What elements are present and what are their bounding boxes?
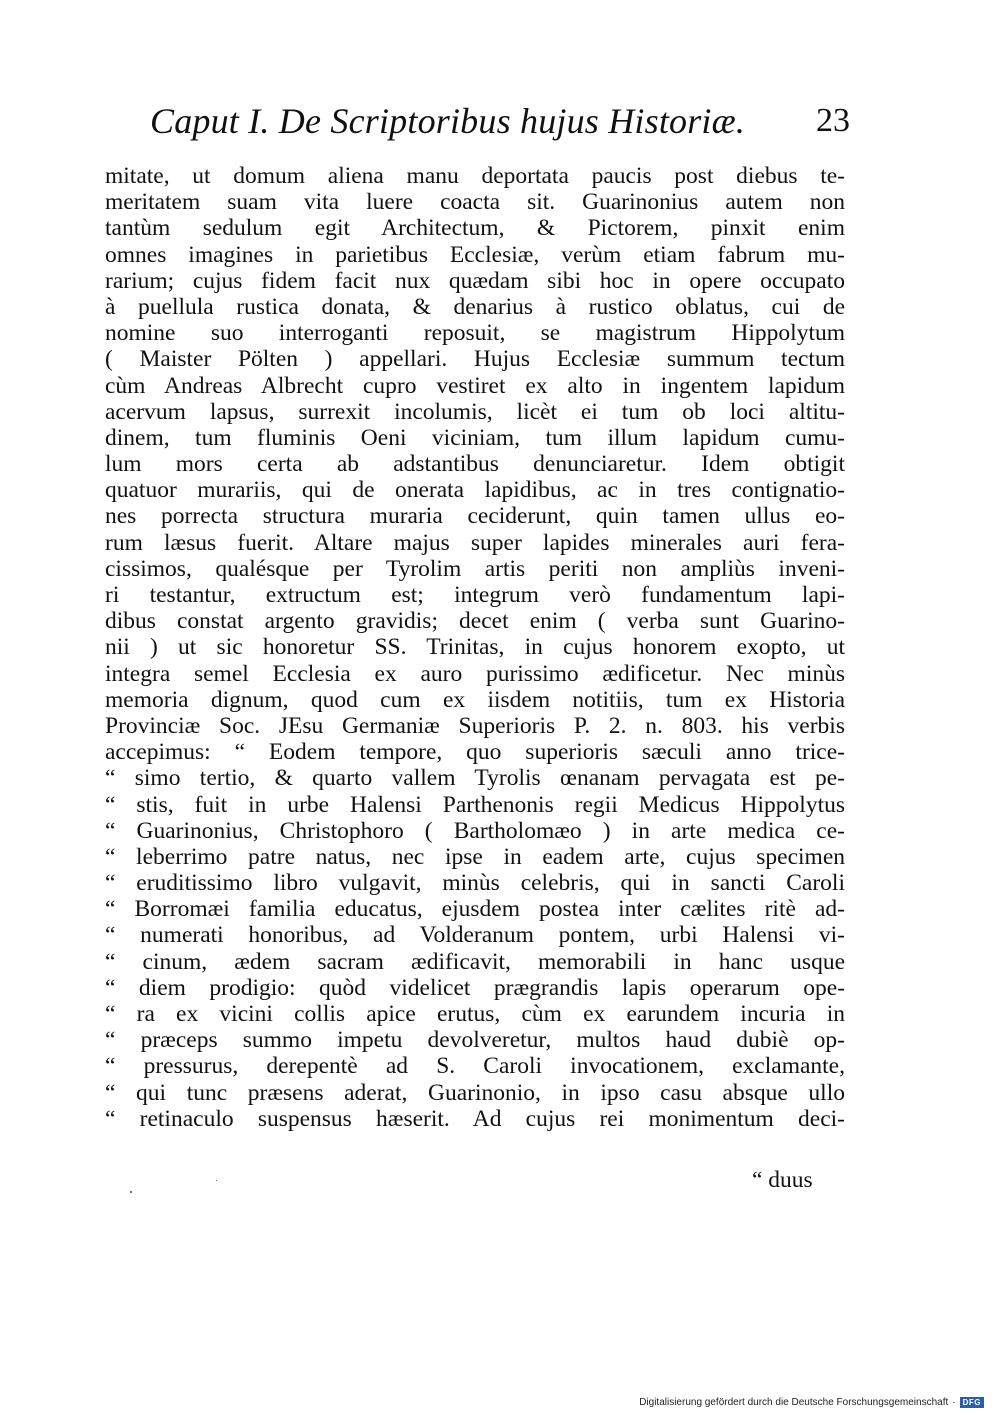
dfg-logo: DFG — [960, 1397, 984, 1408]
footer-credit: Digitalisierung gefördert durch die Deutsche Forschungsgemeinschaft — [639, 1397, 949, 1408]
quoted-line: “ leberrimo patre natus, nec ipse in eadem arte, cujus specimen — [105, 843, 845, 870]
quoted-line: “ cinum, ædem sacram ædificavit, memorabili in hanc usque — [105, 948, 845, 975]
text-line: memoria dignum, quod cum ex iisdem notitiis, tum ex Historia — [105, 686, 845, 713]
print-speck — [216, 1180, 217, 1181]
text-line: nii ) ut sic honoretur SS. Trinitas, in cujus honorem exopto, ut — [105, 634, 845, 661]
text-line: mitate, ut domum aliena manu deportata paucis post diebus te- — [105, 163, 845, 189]
quoted-line: “ qui tunc præsens aderat, Guarinonio, in ipso casu absque ullo — [105, 1079, 845, 1106]
quoted-line: “ Borromæi familia educatus, ejusdem postea inter cælites ritè ad- — [105, 896, 845, 923]
catchword: “ duus — [752, 1167, 813, 1193]
text-line: integra semel Ecclesia ex auro purissimo ædificetur. Nec minùs — [105, 660, 845, 687]
text-line: tantùm sedulum egit Architectum, & Pictorem, pinxit enim — [105, 215, 845, 242]
quoted-line: “ eruditissimo libro vulgavit, minùs celebris, qui in sancti Caroli — [105, 870, 845, 897]
quoted-line: “ numerati honoribus, ad Volderanum pontem, urbi Halensi vi- — [105, 922, 845, 949]
text-line: cùm Andreas Albrecht cupro vestiret ex alto in ingentem lapidum — [105, 372, 845, 399]
body-text — [105, 163, 845, 1132]
quoted-line: “ pressurus, derepentè ad S. Caroli invocationem, exclamante, — [105, 1053, 845, 1080]
text-line: lum mors certa ab adstantibus denunciaretur. Idem obtigit — [105, 451, 845, 478]
text-line: nomine suo interroganti reposuit, se magistrum Hippolytum — [105, 320, 845, 347]
text-line: acervum lapsus, surrexit incolumis, licèt ei tum ob loci altitu- — [105, 398, 845, 425]
text-line: à puellula rustica donata, & denarius à rustico oblatus, cui de — [105, 293, 845, 320]
digitization-footer — [639, 1397, 984, 1408]
text-line: dinem, tum fluminis Oeni viciniam, tum illum lapidum cumu- — [105, 424, 845, 451]
text-line: omnes imagines in parietibus Ecclesiæ, verùm etiam fabrum mu- — [105, 241, 845, 268]
text-line: rum læsus fuerit. Altare majus super lapides minerales auri fera- — [105, 529, 845, 556]
text-line: nes porrecta structura muraria ceciderunt, quin tamen ullus eo- — [105, 503, 845, 530]
footer-separator: · — [952, 1397, 956, 1408]
quoted-line: “ præceps summo impetu devolveretur, multos haud dubiè op- — [105, 1027, 845, 1054]
quoted-line: “ simo tertio, & quarto vallem Tyrolis œnanam pervagata est pe- — [105, 765, 845, 792]
print-speck — [130, 1191, 132, 1193]
quoted-line: “ diem prodigio: quòd videlicet prægrandis lapis operarum ope- — [105, 974, 845, 1001]
text-line: quatuor murariis, qui de onerata lapidibus, ac in tres contignatio- — [105, 477, 845, 504]
text-line: Provinciæ Soc. JEsu Germaniæ Superioris P. 2. n. 803. his verbis — [105, 712, 845, 739]
running-header — [150, 100, 850, 150]
page-number: 23 — [816, 102, 850, 139]
quoted-line: “ Guarinonius, Christophoro ( Bartholomæo ) in arte medica ce- — [105, 817, 845, 844]
quoted-line: “ retinaculo suspensus hæserit. Ad cujus rei monimentum deci- — [105, 1105, 845, 1132]
text-line: ri testantur, extructum est; integrum verò fundamentum lapi- — [105, 582, 845, 608]
running-head-title: Caput I. De Scriptoribus hujus Historiæ. — [150, 101, 746, 141]
text-line: accepimus: “ Eodem tempore, quo superioris sæculi anno trice- — [105, 739, 845, 766]
text-line: rarium; cujus fidem facit nux quædam sibi hoc in opere occupato — [105, 267, 845, 294]
quoted-line: “ ra ex vicini collis apice erutus, cùm ex earundem incuria in — [105, 1001, 845, 1027]
text-line: cissimos, qualésque per Tyrolim artis periti non ampliùs inveni- — [105, 555, 845, 582]
text-line: meritatem suam vita luere coacta sit. Guarinonius autem non — [105, 189, 845, 216]
quoted-line: “ stis, fuit in urbe Halensi Parthenonis regii Medicus Hippolytus — [105, 791, 845, 818]
text-line: ( Maister Pölten ) appellari. Hujus Ecclesiæ summum tectum — [105, 346, 845, 373]
text-line: dibus constat argento gravidis; decet enim ( verba sunt Guarino- — [105, 608, 845, 635]
